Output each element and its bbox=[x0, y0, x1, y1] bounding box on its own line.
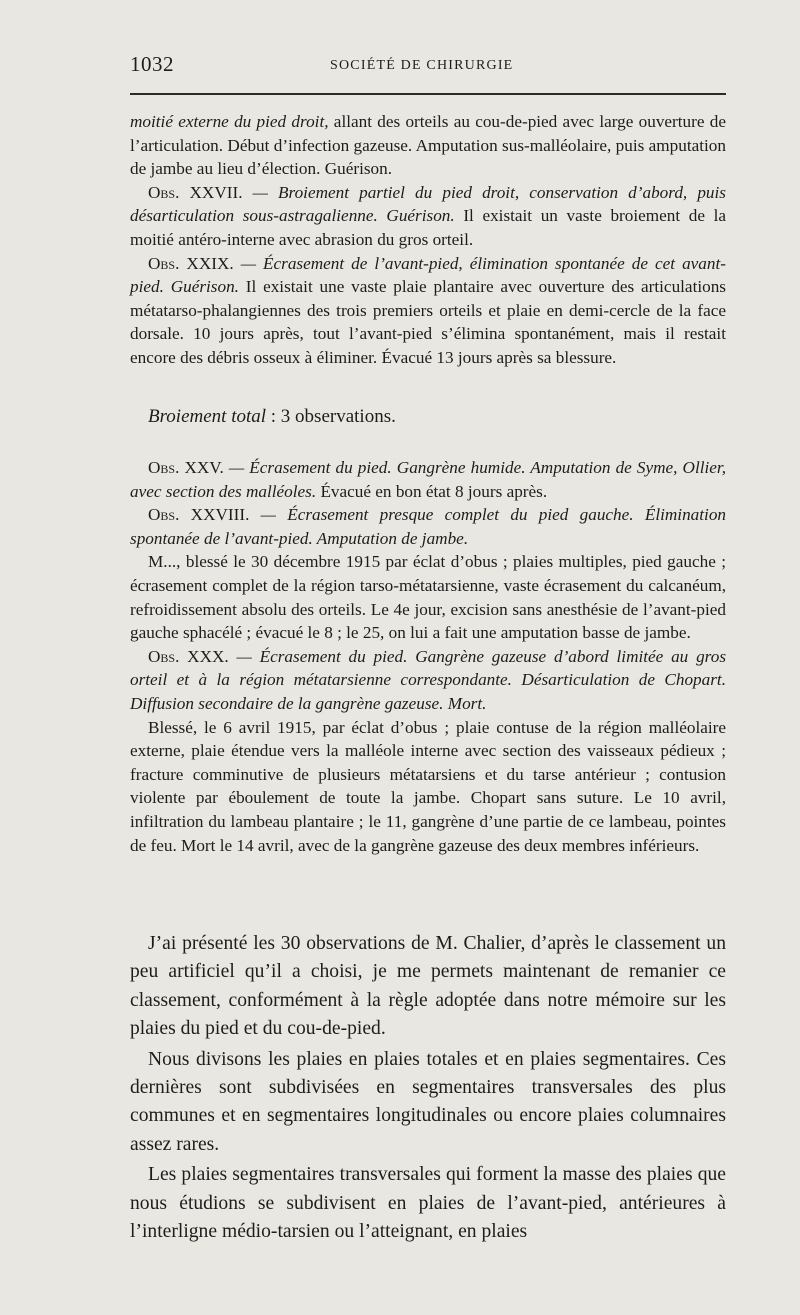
observation-27 bbox=[130, 181, 726, 252]
observation-25 bbox=[130, 456, 726, 503]
observation-30 bbox=[130, 645, 726, 716]
observations-block-total bbox=[130, 456, 726, 857]
section-heading bbox=[148, 406, 396, 428]
obs29-title: — Écrasement de l’avant-pied, élimination spontanée de cet avant-pied. Guérison. bbox=[130, 253, 726, 297]
observation-29 bbox=[130, 252, 726, 370]
observation-28 bbox=[130, 503, 726, 550]
continued-text: allant des orteils au cou-de-pied avec large ouverture de l’articulation. Début d’infection gazeuse. Amputation sus-malléolaire, puis amputation de jambe au lieu d’élection. Guérison. bbox=[130, 112, 726, 179]
main-paragraph-2: Nous divisons les plaies en plaies totales et en plaies segmentaires. Ces dernières sont subdivisées en segmentaires transversales des plus communes et en segmentaires longitudinales ou encore plaies columnaires assez rares. bbox=[130, 1048, 726, 1155]
section-count: : 3 observations. bbox=[266, 406, 396, 427]
obs30-label: Obs. XXX. bbox=[148, 646, 229, 666]
case-30: Blessé, le 6 avril 1915, par éclat d’obus ; plaie contuse de la région malléolaire externe, plaie étendue vers la malléole interne avec section des vaisseaux pédieux ; fracture comminutive de plusieurs métatarsiens et du tarse antérieur ; contusion violente par éboulement de toute la jambe. Chopart sans suture. Le 10 avril, infiltration du lambeau plantaire ; le 11, gangrène d’une partie de ce lambeau, pointes de feu. Mort le 14 avril, avec de la gangrène gazeuse des deux membres inférieurs. bbox=[130, 717, 726, 855]
case-28: M..., blessé le 30 décembre 1915 par éclat d’obus ; plaies multiples, pied gauche ; écrasement complet de la région tarso-métatarsienne, vaste écrasement du calcanéum, refroidissement absolu des orteils. Le 4e jour, excision sans anesthésie de l’avant-pied gauche sphacélé ; évacué le 8 ; le 25, on lui a fait une amputation basse de jambe. bbox=[130, 552, 726, 643]
main-paragraph-1: J’ai présenté les 30 observations de M. Chalier, d’après le classement un peu artificiel qu’il a choisi, je me permets maintenant de remanier ce classement, conformément à la règle adoptée dans notre mémoire sur les plaies du pied et du cou-de-pied. bbox=[130, 933, 726, 1040]
continued-paragraph bbox=[130, 110, 726, 181]
main-text bbox=[130, 930, 726, 1246]
main-paragraph-3: Les plaies segmentaires transversales qui forment la masse des plaies que nous étudions se subdivisent en plaies de l’avant-pied, antérieures à l’interligne médio-tarsien ou l’atteignant, en plaies bbox=[130, 1164, 726, 1243]
observations-block-partial bbox=[130, 110, 726, 370]
obs28-title: — Écrasement presque complet du pied gauche. Élimination spontanée de l’avant-pied. Amputation de jambe. bbox=[130, 505, 727, 548]
obs27-title: — Broiement partiel du pied droit, conservation d’abord, puis désarticulation sous-astragalienne. Guérison. bbox=[130, 182, 726, 226]
obs30-title: — Écrasement du pied. Gangrène gazeuse d’abord limitée au gros orteil et à la région métatarsienne correspondante. Désarticulation de Chopart. Diffusion secondaire de la gangrène gazeuse. Mort. bbox=[130, 646, 727, 713]
running-head: SOCIÉTÉ DE CHIRURGIE bbox=[330, 58, 514, 73]
obs29-text: Il existait une vaste plaie plantaire avec ouverture des articulations métatarso-phalangiennes des trois premiers orteils et plaie en demi-cercle de la face dorsale. 10 jours après, tout l’avant-pied s’élimina spontanément, mais il restait encore des débris osseux à éliminer. Évacué 13 jours après sa blessure. bbox=[130, 277, 726, 367]
page-number: 1032 bbox=[130, 52, 174, 76]
header-rule bbox=[130, 93, 726, 95]
continued-italic: moitié externe du pied droit, bbox=[130, 112, 329, 131]
obs29-label: Obs. XXIX. bbox=[148, 253, 234, 273]
obs27-text: Il existait un vaste broiement de la moitié antéro-interne avec abrasion du gros orteil. bbox=[130, 206, 726, 249]
obs27-label: Obs. XXVII. bbox=[148, 182, 243, 202]
page-header bbox=[130, 52, 726, 82]
obs25-text: Évacué en bon état 8 jours après. bbox=[316, 481, 548, 501]
obs25-label: Obs. XXV. bbox=[148, 458, 224, 477]
obs28-label: Obs. XXVIII. bbox=[148, 505, 250, 525]
obs25-title: — Écrasement du pied. Gangrène humide. Amputation de Syme, Ollier, avec section des malléoles. bbox=[130, 458, 726, 501]
section-title: Broiement total bbox=[148, 406, 267, 427]
